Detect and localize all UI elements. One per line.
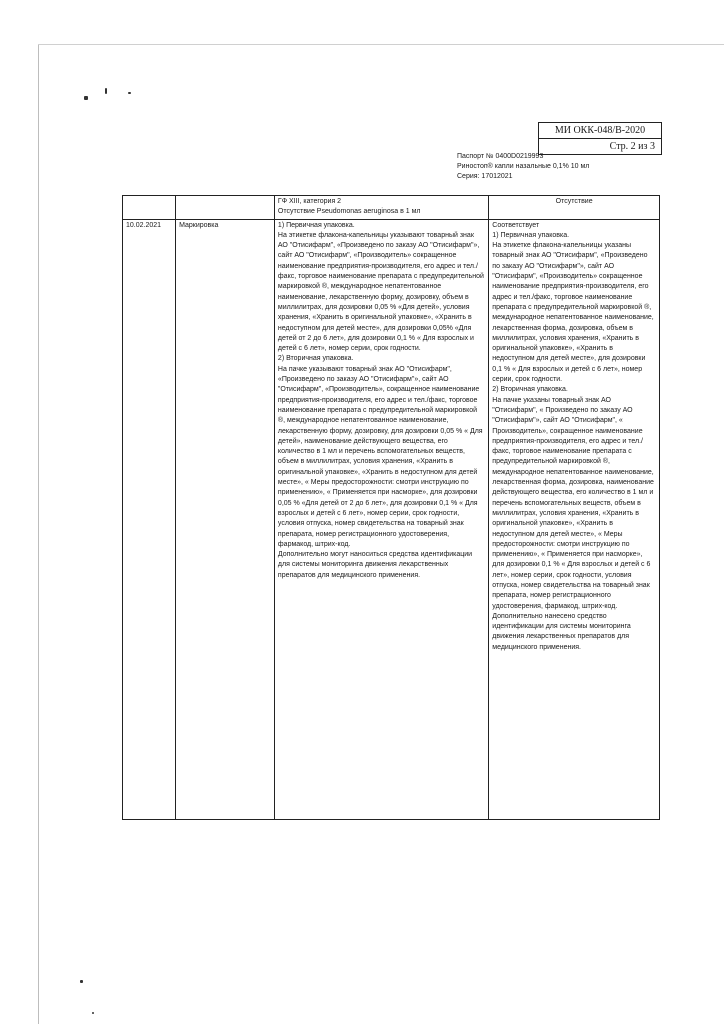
quality-control-table <box>122 195 660 820</box>
result-cell <box>489 196 660 220</box>
empty-cell <box>123 196 176 220</box>
parameter-cell: Маркировка <box>176 219 275 819</box>
date-cell: 10.02.2021 <box>123 219 176 819</box>
scan-page-edge <box>38 44 39 1024</box>
document-code: МИ ОКК-048/В-2020 <box>539 123 661 139</box>
scan-speck <box>84 96 88 100</box>
scan-speck <box>128 92 131 94</box>
page-number: Стр. 2 из 3 <box>609 141 655 152</box>
scan-page-top-edge <box>38 44 724 45</box>
scan-speck <box>92 1012 94 1014</box>
product-name: Риностоп® капли назальные 0,1% 10 мл <box>457 163 590 170</box>
document-id-box <box>538 122 662 155</box>
requirement-text: ГФ XIII, категория 2 Отсутствие Pseudomonas aeruginosa в 1 мл <box>277 198 421 216</box>
scan-speck <box>105 88 107 94</box>
table-row <box>123 196 660 220</box>
result-cell <box>489 219 660 819</box>
passport-number: Паспорт № 0400D0219993 <box>457 153 544 160</box>
series-number: Серия: 17012021 <box>457 173 513 180</box>
result-text: Отсутствие <box>555 198 593 205</box>
empty-cell <box>176 196 275 220</box>
result-text: Соответствует 1) Первичная упаковка. На этикетке флакона-капельницы указаны товарный знак АО "Отисифарм", «Произведено по заказу АО "Отисифарм"», сайт АО "Отисифарм", «Производитель» сокращенное наименование предприятия-производителя, его адрес и тел./факс, торговое наименование препарата с предупредительной маркировкой ®, международное непатентованное наименование, лекарственная форма, дозировка, объем в миллилитрах, условия хранения, «Хранить в оригинальной упаковке», «Хранить в недоступном для детей месте», для дозировки 0,1 % « Для взрослых и детей с 6 лет», номер серии, срок годности. 2) Вторичная упаковка. На пачке указаны товарный знак АО "Отисифарм", « Произведено по заказу АО "Отисифарм"», сайт АО "Отисифарм", « Производитель», сокращенное наименование предприятия-производителя, его адрес и тел./факс, торговое наименование препарата с предупредительной маркировкой ®, международное непатентованное наименование, лекарственная форма, дозировка, наименование действующего вещества, его количество в 1 мл и перечень вспомогательных веществ, объем в миллилитрах, условия хранения, «Хранить в оригинальной упаковке», «Хранить в недоступном для детей месте», « Меры предосторожности: смотри инструкцию по применению», « Применяется при насморке», для дозировки 0,1 % « Для взрослых и детей с 6 лет», номер серии, срок годности, условия отпуска, номер свидетельства на товарный знак препарата, номер регистрационного удостоверения, фармакод, штрих-код. Дополнительно нанесено средство идентификации для системы мониторинга движения лекарственных препаратов для медицинского применения. <box>492 221 654 651</box>
requirement-text: 1) Первичная упаковка. На этикетке флакона-капельницы указывают товарный знак АО "Отисифарм", «Произведено по заказу АО "Отисифарм"», сайт АО "Отисифарм", «Производитель» сокращенное наименование предприятия-производителя, его адрес и тел./факс, торговое наименование препарата с предупредительной маркировкой ®, международное непатентованное наименование, лекарственную форму, дозировку, объем в миллилитрах, для дозировки 0,05 % «Для детей», условия хранения, «Хранить в оригинальной упаковке», «Хранить в недоступном для детей месте», для дозировки 0,05% «Для детей от 2 до 6 лет», для дозировки 0,1 % « Для взрослых и детей с 6 лет», номер серии, срок годности. 2) Вторичная упаковка. На пачке указывают товарный знак АО "Отисифарм", «Произведено по заказу АО "Отисифарм"», сайт АО "Отисифарм", «Производитель», сокращенное наименование предприятия-производителя, его адрес и тел./факс, торговое наименование препарата с предупредительной маркировкой ®, международное непатентованное наименование, лекарственную форму, дозировку, для дозировки 0,05 % « Для детей», наименование действующего вещества, его количество в 1 мл и перечень вспомогательных веществ, объем в миллилитрах, условия хранения, «Хранить в оригинальной упаковке», «Хранить в недоступном для детей месте», « Меры предосторожности: смотри инструкцию по применению», « Применяется при насморке», для дозировки 0,05 % «Для детей от 2 до 6 лет», для дозировки 0,1 % « Для взрослых и детей с 6 лет», номер серии, срок годности, условия отпуска, номер свидетельства на товарный знак препарата, номер регистрационного удостоверения, фармакод, штрих-код. Дополнительно могут наноситься средства идентификации для системы мониторинга движения лекарственных препаратов для медицинского применения. <box>277 221 484 579</box>
table-row <box>123 219 660 819</box>
requirement-cell <box>274 196 488 220</box>
scan-speck <box>80 980 83 983</box>
requirement-cell <box>274 219 488 819</box>
passport-meta <box>457 152 589 182</box>
